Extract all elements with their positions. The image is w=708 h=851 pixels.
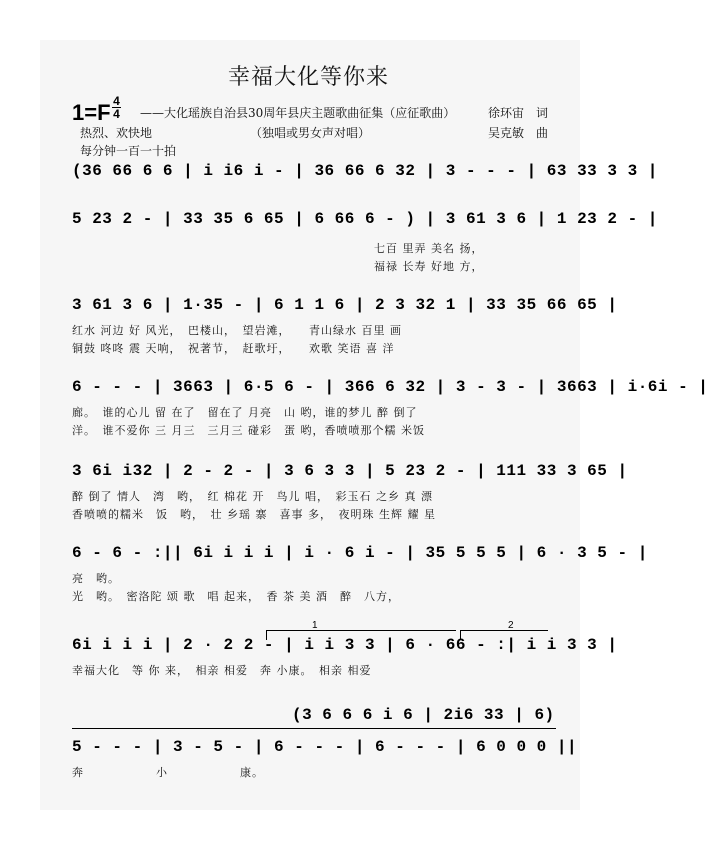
notation-row: 6 - - - | 3663 | 6·5 6 - | 366 6 32 | 3 - 3 - | 3663 | i·6i - | bbox=[72, 378, 708, 396]
volta-bracket-1 bbox=[266, 630, 456, 631]
volta-bracket-2 bbox=[460, 630, 548, 631]
lyric-line-2: 香喷喷的糯米 饭 哟， 壮 乡瑶 寨 喜事 多， 夜明珠 生辉 耀 星 bbox=[72, 508, 436, 521]
lyric-line-2: 铜鼓 咚咚 震 天响， 祝著节， 赶歌圩， 欢歌 笑语 喜 洋 bbox=[72, 342, 395, 355]
song-title: 幸福大化等你来 bbox=[228, 65, 390, 90]
notation-row: 6 - 6 - :|| 6i i i i | i · 6 i - | 35 5 5 5 | 6 · 3 5 - | bbox=[72, 544, 648, 562]
subtitle: ——大化瑶族自治县30周年县庆主题歌曲征集（应征歌曲） bbox=[140, 106, 456, 120]
performance-note: （独唱或男女声对唱） bbox=[250, 126, 371, 140]
lyric-line-1: 幸福大化 等 你 来， 相亲 相爱 奔 小康。 相亲 相爱 bbox=[72, 664, 372, 677]
lyric-line-1: 奔 小 康。 bbox=[72, 766, 264, 779]
ending-instrumental: (3 6 6 6 i 6 | 2i6 33 | 6) bbox=[292, 706, 555, 724]
lyric-line-1: 亮 哟。 bbox=[72, 572, 120, 585]
tempo-mark: 每分钟一百一十拍 bbox=[80, 144, 177, 158]
lyric-line-2: 光 哟。 密洛陀 颂 歌 唱 起来， 香 茶 美 酒 醉 八方， bbox=[72, 590, 400, 603]
notation-row: 3 6i i32 | 2 - 2 - | 3 6 3 3 | 5 23 2 - | 111 33 3 65 | bbox=[72, 462, 628, 480]
lyric-line-2: 福禄 长寿 好地 方， bbox=[374, 260, 484, 273]
volta-number-2: 2 bbox=[508, 620, 514, 631]
notation-row: 5 23 2 - | 33 35 6 65 | 6 66 6 - ) | 3 61 3 6 | 1 23 2 - | bbox=[72, 210, 658, 228]
time-signature bbox=[112, 95, 121, 120]
composer-credit: 吴克敏 曲 bbox=[488, 126, 549, 140]
notation-row: 5 - - - | 3 - 5 - | 6 - - - | 6 - - - | 6 0 0 0 || bbox=[72, 738, 578, 756]
notation-row: 6i i i i | 2 · 2 2 - | i i 3 3 | 6 · 66 - :| i i 3 3 | bbox=[72, 636, 618, 654]
volta-number-1: 1 bbox=[312, 620, 318, 631]
notation-row: (36 66 6 6 | i i6 i - | 36 66 6 32 | 3 - - - | 63 33 3 3 | bbox=[72, 162, 658, 180]
lyric-line-1: 七百 里弄 美名 扬， bbox=[374, 242, 484, 255]
key-signature: 1=F bbox=[72, 100, 111, 125]
system-line bbox=[72, 728, 556, 729]
lyric-line-1: 醉 倒了 情人 湾 哟， 红 棉花 开 鸟儿 唱， 彩玉石 之乡 真 漂 bbox=[72, 490, 433, 503]
lyric-line-1: 廊。 谁的心儿 留 在了 留在了 月亮 山 哟，谁的梦儿 醉 倒了 bbox=[72, 406, 418, 419]
time-signature-bottom: 4 bbox=[113, 107, 120, 121]
lyric-line-2: 洋。 谁不爱你 三 月三 三月三 碰彩 蛋 哟，香喷喷那个糯 米饭 bbox=[72, 424, 425, 437]
lyric-line-1: 红水 河边 好 风光， 巴楼山， 望岩滩， 青山绿水 百里 画 bbox=[72, 324, 402, 337]
expression-mark: 热烈、欢快地 bbox=[80, 126, 153, 140]
notation-row: 3 61 3 6 | 1·35 - | 6 1 1 6 | 2 3 32 1 | 33 35 66 65 | bbox=[72, 296, 618, 314]
lyricist-credit: 徐环宙 词 bbox=[488, 106, 549, 120]
time-signature-top: 4 bbox=[113, 94, 120, 108]
